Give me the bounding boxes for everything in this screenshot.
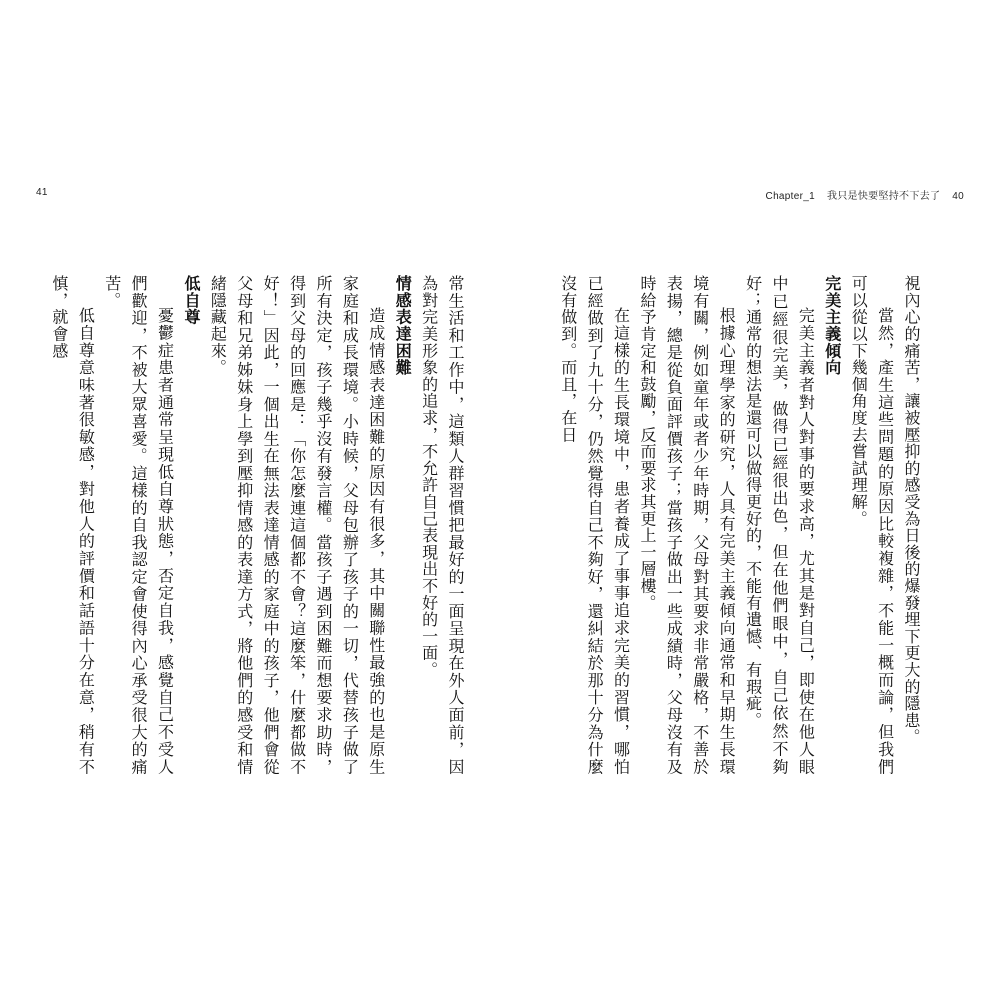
paragraph: 造成情感表達困難的原因有很多，其中關聯性最強的也是原生家庭和成長環境。小時候，父母包辦了孩子的一切，代替孩子做了所有決定，孩子幾乎沒有發言權。當孩子遇到困難而想要求助時，得到父母的回應是：「你怎麼連這個都不會？這麼笨，什麼都做不好！」因此，一個出生在無法表達情感的家庭中的孩子，他們會從父母和兄弟姊妹身上學到壓抑情感的表達方式，將他們的感受和情緒隱藏起來。 <box>208 275 386 775</box>
section-heading-low-self-esteem: 低自尊 <box>181 275 201 326</box>
paragraph: 低自尊意味著很敏感，對他人的評價和話語十分在意，稍有不慎，就會感 <box>49 275 96 775</box>
paragraph: 憂鬱症患者通常呈現低自尊狀態，否定自我，感覺自己不受人們歡迎，不被大眾喜愛。這樣的自我認定會使得內心承受很大的痛苦。 <box>102 275 175 775</box>
paragraph: 常生活和工作中，這類人群習慣把最好的一面呈現在外人面前，因為對完美形象的追求，不允許自己表現出不好的一面。 <box>419 275 465 775</box>
chapter-title: 我只是快要堅持不下去了 <box>826 191 941 202</box>
section-heading-emotional-expression: 情感表達困難 <box>393 275 413 376</box>
left-page-number: 41 <box>36 187 48 198</box>
paragraph: 在這樣的生長環境中，患者養成了事事追求完美的習慣，哪怕已經做到了九十分，仍然覺得自己不夠好，還糾結於那十分為什麼沒有做到。而且，在日 <box>558 275 631 775</box>
paragraph: 視內心的痛苦，讓被壓抑的感受為日後的爆發埋下更大的隱患。 <box>902 275 921 746</box>
paragraph: 根據心理學家的研究，人具有完美主義傾向通常和早期生長環境有關，例如童年或者少年時期，父母對其要求非常嚴格，不善於表揚，總是從負面評價孩子；當孩子做出一些成績時，父母沒有及時給予肯定和鼓勵，反而要求其更上一層樓。 <box>637 275 737 775</box>
paragraph: 當然，產生這些問題的原因比較複雜，不能一概而論，但我們可以從以下幾個角度去嘗試理解。 <box>849 275 895 775</box>
right-page-body <box>558 275 924 775</box>
running-header <box>766 187 964 202</box>
section-heading-perfectionism: 完美主義傾向 <box>822 275 842 376</box>
right-page-number: 40 <box>952 191 964 202</box>
chapter-label: Chapter_1 <box>765 191 815 202</box>
paragraph: 完美主義者對人對事的要求高，尤其是對自己，即使在他人眼中已經很完美，做得已經很出色，但在他們眼中，自己依然不夠好；通常的想法是還可以做得更好的，不能有遺憾、有瑕疵。 <box>743 275 816 775</box>
left-page-body <box>49 275 468 775</box>
